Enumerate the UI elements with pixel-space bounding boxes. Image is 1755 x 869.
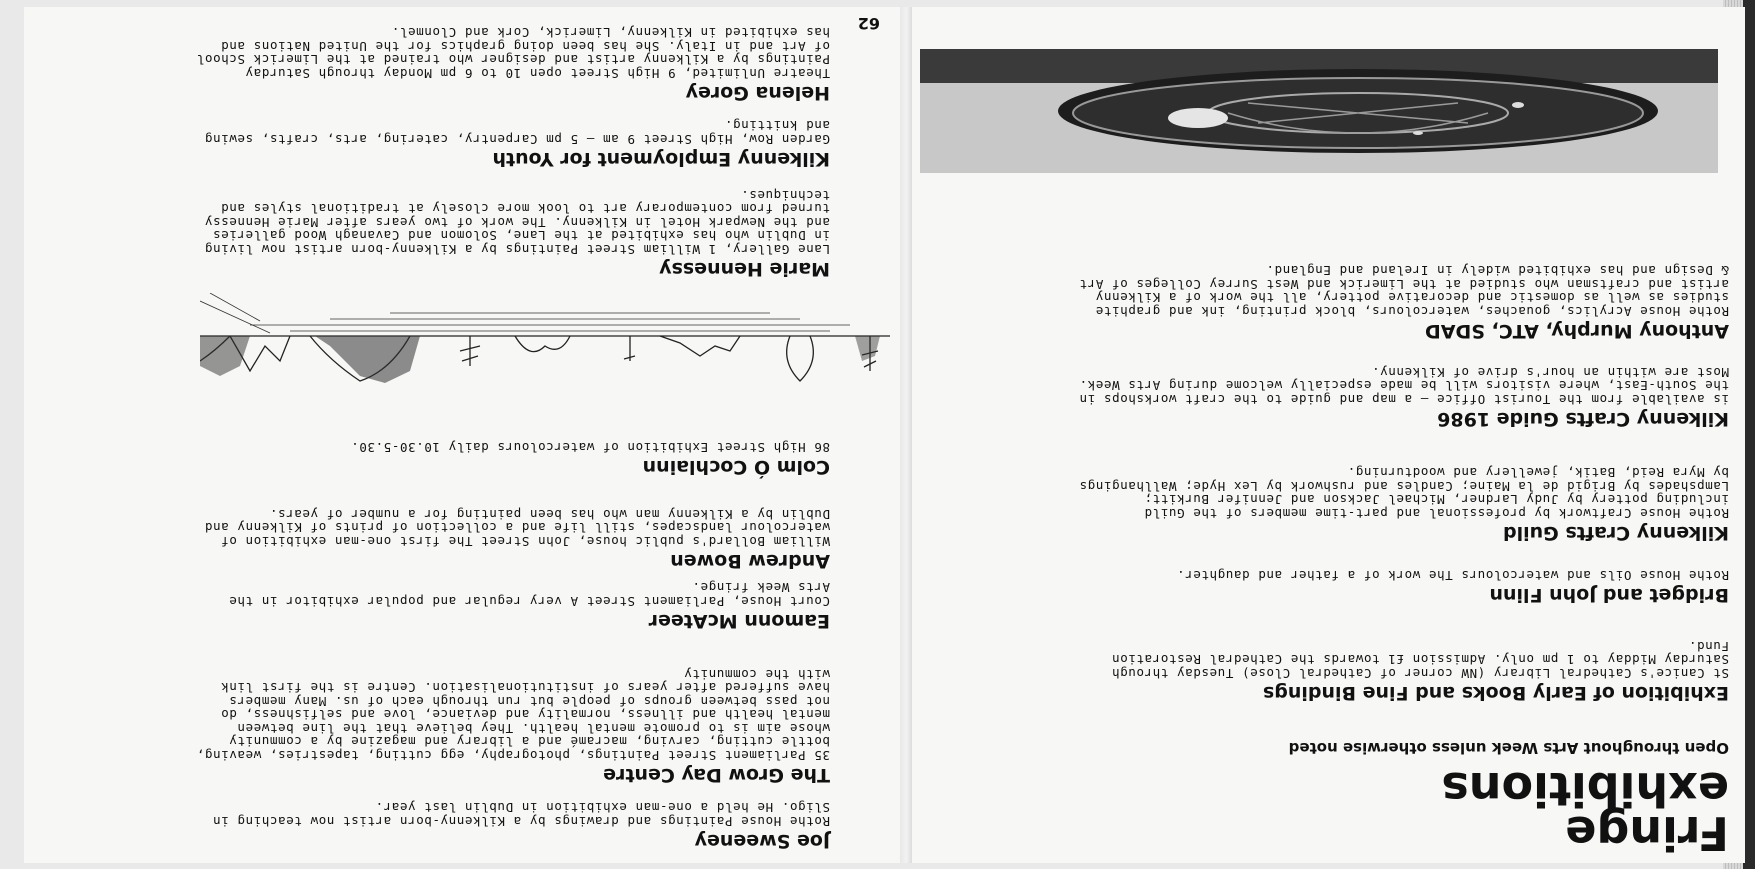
entry-body: Lane Gallery, 1 William Street Paintings by a Kilkenny-born artist now living in Dublin who has exhibited at the Lane, Solomon and Cavanagh Wood galleries and the Newpark Hotel in Kilkenny. The work of two years after Marie Hennessy turned from contemporary art to look more closely at traditional styles and techniques. (204, 188, 830, 257)
entry-body: Court House, Parliament Street A very regular and popular exhibitor in the Arts Week fringe. (228, 580, 830, 609)
plate-photograph (920, 49, 1718, 173)
entry-heading: Kilkenny Employment for Youth (492, 148, 830, 170)
entry-body: 86 High Street Exhibition of watercolours daily 10.30-5.30. (350, 440, 830, 455)
left-page (910, 7, 1745, 863)
entry-anthony-murphy (1069, 264, 1729, 341)
entry-heading: Marie Hennessy (659, 258, 830, 280)
entry-eamonn-mcateer (190, 581, 830, 631)
entry-early-books (1069, 640, 1729, 704)
entry-body: Garden Row, High Street 9 am — 5 pm Carpentry, catering, arts, crafts, sewing and knitting. (204, 118, 830, 147)
entry-heading: Colm Ó Cochlainn (642, 456, 830, 478)
intro-text: Open throughout Arts Week unless otherwise noted (1288, 739, 1729, 757)
entry-heading: Helena Gorey (685, 82, 830, 104)
entry-heading: Bridget and John Flinn (1489, 584, 1729, 606)
gutter (898, 7, 912, 863)
entry-heading: The Grow Day Centre (603, 764, 830, 786)
entry-body: Theatre Unlimited, 9 High Street open 10 to 6 pm Monday through Saturday Paintings by a Kilkenny artist and designer who trained at the Limerick School of Art and in Italy. She has been doing graphics for the United Nations and has exhibited in Kilkenny, Limerick, Cork and Clonmel. (196, 25, 830, 81)
entry-andrew-bowen (190, 508, 830, 572)
title-line-2: exhibitions (1441, 762, 1729, 816)
landscape-sketch (200, 293, 890, 391)
entry-body: Rothe House Acrylics, gouaches, watercolours, block printing, ink and graphite studies as well as domestic and decorative pottery, all the work of a Kilkenny artist and craftsman who studied at the Limerick and West Surrey Colleges of Art & Design and has exhibited widely in Ireland and England. (1078, 263, 1729, 319)
page-number: 62 (857, 14, 880, 33)
entry-crafts-guild (1069, 466, 1729, 543)
entry-employment-for-youth (190, 119, 830, 169)
entry-helena-gorey (190, 26, 830, 103)
entry-body: Rothe House Paintings and drawings by a Kilkenny-born artist now teaching in Sligo. He held a one-man exhibition in Dublin last year. (212, 800, 830, 829)
entry-heading: Exhibition of Early Books and Fine Bindings (1262, 682, 1729, 704)
entry-crafts-guide (1069, 366, 1729, 430)
entry-heading: Kilkenny Crafts Guild (1503, 522, 1729, 544)
entry-heading: Anthony Murphy, ATC, SDAD (1425, 320, 1729, 342)
entry-heading: Kilkenny Crafts Guide 1986 (1437, 408, 1729, 430)
entry-body: William Bollard's public house, John Street The first one-man exhibition of watercolour landscapes, still life and a collection of prints of Kilkenny and Dublin by a Kilkenny man who has been painting for a number of years. (204, 507, 830, 549)
entry-body: is available from the Tourist Office — a map and guide to the craft workshops in the South-East, where visitors will be made especially welcome during Arts Week. Most are within an hour's drive of Kilkenny. (1078, 365, 1729, 407)
entry-heading: Andrew Bowen (670, 550, 830, 572)
entry-body: Rothe House Oils and watercolours The work of a father and daughter. (1176, 568, 1729, 583)
entry-body: St Canice's Cathedral Library (NW corner of Cathedral Close) Tuesday through Saturday Midday to 1 pm only. Admission £1 towards the Cathedral Restoration Fund. (1111, 639, 1729, 681)
entry-body: Rothe House Craftwork by professional and part-time members of the Guild including pottery by Judy Lardner, Michael Jackson and Jennifer Burkitt; Lampshades by Brigid de la Maine; Candles and rushwork by Lex Hyde; Wallhangings by Myra Reid, Batik, jewellery and woodturning. (1078, 465, 1729, 521)
page-title (1441, 762, 1729, 860)
entry-colm-o-cochlainn (190, 441, 830, 478)
entry-joe-sweeney (190, 801, 830, 851)
entry-grow-day-centre (190, 668, 830, 786)
entry-body: 35 Parliament Street Paintings, photography, egg cutting, tapestries, weaving, bottle cutting, carving, macramé and a library and magazine by a community whose aim is to promote mental health. They believe that the line between mental health and illness, normality and deviance, love and selfishness, do not pass between groups of people but run through each of us. Many members have suffered after years of institutionalisation. Centre is the first link with the community (196, 667, 830, 763)
right-page (24, 7, 900, 863)
title-line-1: Fringe (1565, 806, 1729, 860)
entry-heading: Joe Sweeney (694, 830, 830, 852)
entry-flinn (1069, 569, 1729, 606)
entry-heading: Eamonn McAteer (648, 610, 830, 632)
plate-image (920, 49, 1718, 173)
entry-marie-hennessy (190, 189, 830, 280)
